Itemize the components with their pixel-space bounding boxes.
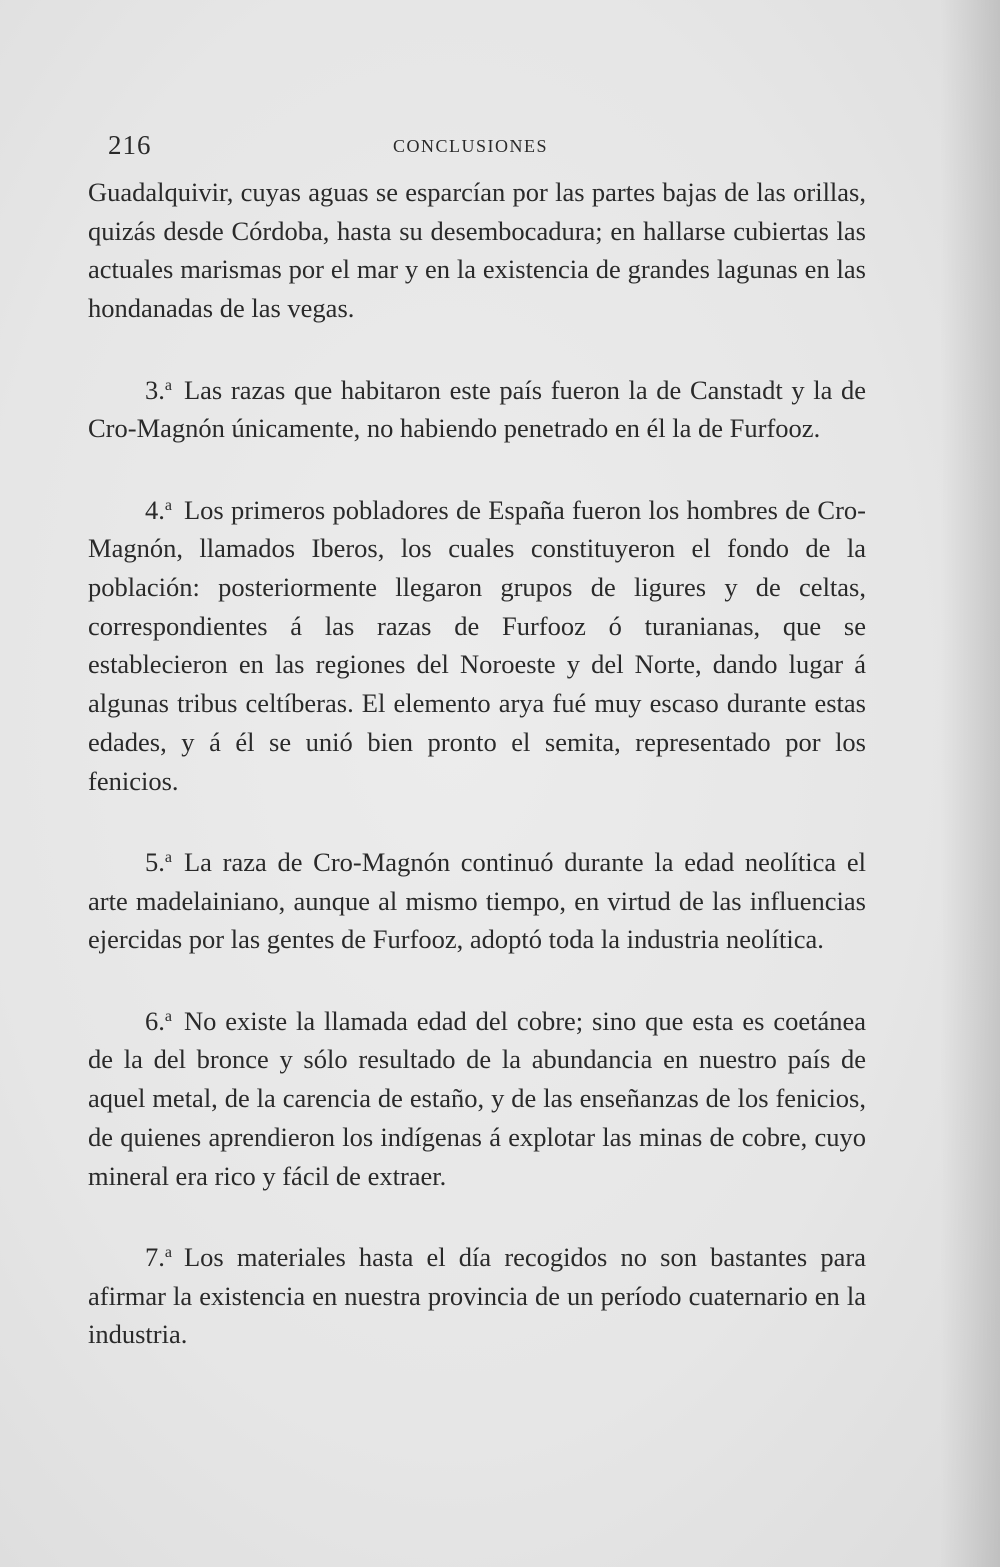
- page-body: [88, 173, 866, 1354]
- page-number: 216: [108, 130, 152, 160]
- conclusion-number: 4.: [145, 494, 165, 525]
- ordinal-indicator: a: [164, 376, 172, 394]
- conclusion-5: [88, 839, 866, 959]
- running-head: CONCLUSIONES: [393, 136, 549, 156]
- ordinal-indicator: a: [164, 1243, 172, 1261]
- conclusion-text: No existe la llamada edad del cobre; sino que esta es coetánea de la del bronce y sólo resultado de la abundancia en nuestro país de aquel metal, de la carencia de estaño, y de las enseñanzas de los fenicios, de quienes aprendieron los indígenas á explotar las minas de cobre, cuyo mineral era rico y fácil de extraer.: [88, 1005, 866, 1191]
- conclusion-text: Las razas que habitaron este país fueron la de Canstadt y la de Cro-Magnón únicamente, no habiendo penetrado en él la de Furfooz.: [88, 374, 866, 444]
- conclusion-number: 5.: [145, 846, 165, 877]
- conclusion-text: La raza de Cro-Magnón continuó durante la edad neolítica el arte madelainiano, aunque al mismo tiempo, en virtud de las influencias ejercidas por las gentes de Furfooz, adoptó toda la industria neolítica.: [88, 846, 866, 955]
- conclusion-number: 3.: [145, 374, 165, 405]
- page-header: [88, 130, 868, 170]
- conclusion-4: [88, 487, 866, 801]
- ordinal-indicator: a: [164, 848, 172, 866]
- conclusion-text: Los materiales hasta el día recogidos no son bastantes para afirmar la existencia en nuestra provincia de un período cuaternario en la industria.: [88, 1241, 866, 1350]
- page-gutter-shadow: [940, 0, 1000, 1567]
- ordinal-indicator: a: [164, 1007, 172, 1025]
- conclusion-7: [88, 1234, 866, 1354]
- continuation-paragraph: Guadalquivir, cuyas aguas se esparcían por las partes bajas de las orillas, quizás desde Córdoba, hasta su desembocadura; en hallarse cubiertas las actuales marismas por el mar y en la existencia de grandes lagunas en las hondanadas de las vegas.: [88, 177, 866, 324]
- conclusion-text: Los primeros pobladores de España fueron los hombres de Cro-Magnón, llamados Iberos, los cuales constituyeron el fondo de la población: posteriormente llegaron grupos de ligures y de celtas, correspondientes á las razas de Furfooz ó turanianas, que se establecieron en las regiones del Noroeste y del Norte, dando lugar á algunas tribus celtíberas. El elemento arya fué muy escaso durante estas edades, y á él se unió bien pronto el semita, representado por los fenicios.: [88, 494, 866, 796]
- conclusion-6: [88, 998, 866, 1196]
- conclusion-3: [88, 367, 866, 448]
- conclusion-number: 7.: [145, 1241, 165, 1272]
- conclusion-number: 6.: [145, 1005, 165, 1036]
- ordinal-indicator: a: [164, 496, 172, 514]
